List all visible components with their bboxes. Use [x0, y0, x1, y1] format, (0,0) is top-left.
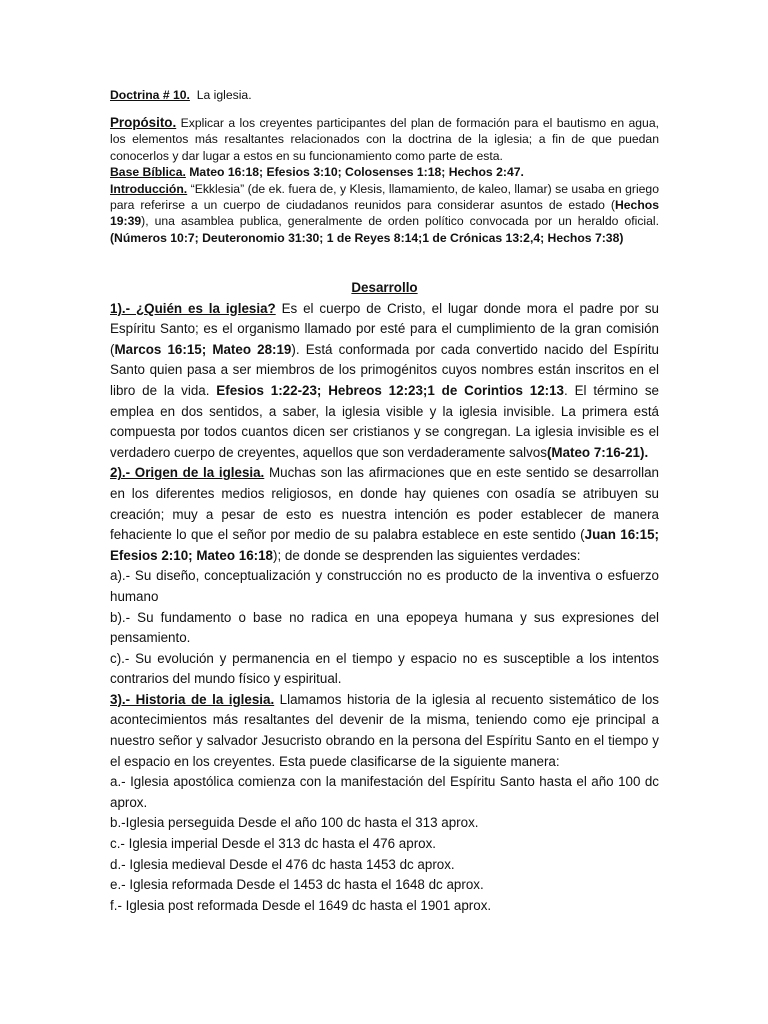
intro-block [110, 115, 659, 246]
section-1-text-3: . El término se emplea en dos sentidos, a saber, la iglesia visible y la iglesia invisible. La primera está compuesta por todos cuantos dicen ser cristianos y se congregan. La iglesia invisible es el verdadero cuerpo de creyentes, aquellos que son verdaderamente salvos [110, 382, 659, 460]
doctrine-topic: La iglesia. [196, 88, 252, 102]
document-title [110, 87, 659, 103]
section-3-item-e: e.- Iglesia reformada Desde el 1453 dc hasta el 1648 dc aprox. [110, 877, 484, 893]
introduccion-label: Introducción. [110, 181, 188, 196]
section-1-title: 1).- ¿Quién es la iglesia? [110, 300, 276, 316]
introduccion-ref-1: Hechos 19:39 [110, 198, 659, 229]
section-3-title: 3).- Historia de la iglesia. [110, 691, 275, 707]
section-1-ref-3: (Mateo 7:16-21). [546, 444, 649, 460]
section-2-item-b: b).- Su fundamento o base no radica en una epopeya humana y sus expresiones del pensamiento. [110, 609, 659, 646]
base-biblica-label: Base Bíblica. [110, 165, 186, 180]
introduccion-ref-2: (Números 10:7; Deuteronomio 31:30; 1 de Reyes 8:14;1 de Crónicas 13:2,4; Hechos 7:38) [110, 230, 624, 245]
desarrollo-heading-text: Desarrollo [351, 280, 418, 295]
introduccion-text-1: “Ekklesia” (de ek. fuera de, y Klesis, llamamiento, de kaleo, llamar) se usaba en griego para referirse a un cuerpo de ciudadanos reunidos para considerar asuntos de estado ( [110, 181, 659, 213]
section-3-paragraph [110, 690, 659, 772]
section-2-ref-1: Juan 16:15; Efesios 2:10; Mateo 16:18 [110, 527, 659, 563]
desarrollo-section [110, 278, 659, 916]
section-2-paragraph [110, 463, 659, 566]
base-biblica-paragraph [110, 164, 659, 180]
introduccion-paragraph [110, 181, 659, 247]
doctrine-number: Doctrina # 10. [110, 88, 190, 102]
section-3-item-d: d.- Iglesia medieval Desde el 476 dc hasta 1453 dc aprox. [110, 856, 455, 872]
section-2-text-2: ); de donde se desprenden las siguientes verdades: [273, 547, 581, 563]
section-1-paragraph [110, 299, 659, 464]
desarrollo-heading [110, 278, 659, 299]
proposito-text: Explicar a los creyentes participantes del plan de formación para el bautismo en agua, los elementos más resaltantes relacionados con la doctrina de la iglesia; a fin de que puedan conocerlos y dar lugar a estos en su funcionamiento como parte de esta. [110, 116, 659, 163]
proposito-label: Propósito. [110, 115, 177, 130]
section-2-item-a: a).- Su diseño, conceptualización y construcción no es producto de la inventiva o esfuerzo humano [110, 568, 659, 604]
section-2-text-1: Muchas son las afirmaciones que en este sentido se desarrollan en los diferentes medios religiosos, en donde hay quienes con osadía se atribuyen su creación; muy a pesar de esto es nuestra intención es poder establecer de manera fehaciente lo que el señor por medio de su palabra establece en este sentido ( [110, 465, 659, 543]
section-3-item-c: c.- Iglesia imperial Desde el 313 dc hasta el 476 aprox. [110, 836, 437, 852]
section-3-item-a: a.- Iglesia apostólica comienza con la manifestación del Espíritu Santo hasta el año 100 dc aprox. [110, 774, 659, 810]
section-1-text-2: ). Está conformada por cada convertido nacido del Espíritu Santo quien pasa a ser miembros de los primogénitos cuyos nombres están inscritos en el libro de la vida. [110, 341, 659, 398]
proposito-paragraph [110, 115, 659, 164]
section-1-ref-1: Marcos 16:15; Mateo 28:19 [114, 341, 292, 357]
section-1-ref-2: Efesios 1:22-23; Hebreos 12:23;1 de Corintios 12:13 [216, 382, 565, 398]
section-3-item-b: b.-Iglesia perseguida Desde el año 100 dc hasta el 313 aprox. [110, 815, 479, 831]
base-biblica-refs: Mateo 16:18; Efesios 3:10; Colosenses 1:18; Hechos 2:47. [189, 165, 524, 180]
section-3-text-1: Llamamos historia de la iglesia al recuento sistemático de los acontecimientos más resaltantes del devenir de la misma, teniendo como eje principal a nuestro señor y salvador Jesucristo obrando en la persona del Espíritu Santo en el tiempo y el espacio en los creyentes. Esta puede clasificarse de la siguiente manera: [110, 691, 659, 769]
section-2-item-c: c).- Su evolución y permanencia en el tiempo y espacio no es susceptible a los intentos contrarios del mundo físico y espiritual. [110, 650, 659, 687]
introduccion-text-2: ), una asamblea publica, generalmente de orden político convocada por un heraldo oficial. [141, 214, 659, 229]
section-1-text-1: Es el cuerpo de Cristo, el lugar donde mora el padre por su Espíritu Santo; es el organismo llamado por esté para el cumplimiento de la gran comisión ( [110, 300, 659, 357]
section-2-title: 2).- Origen de la iglesia. [110, 465, 265, 481]
section-3-item-f: f.- Iglesia post reformada Desde el 1649 dc hasta el 1901 aprox. [110, 897, 492, 913]
